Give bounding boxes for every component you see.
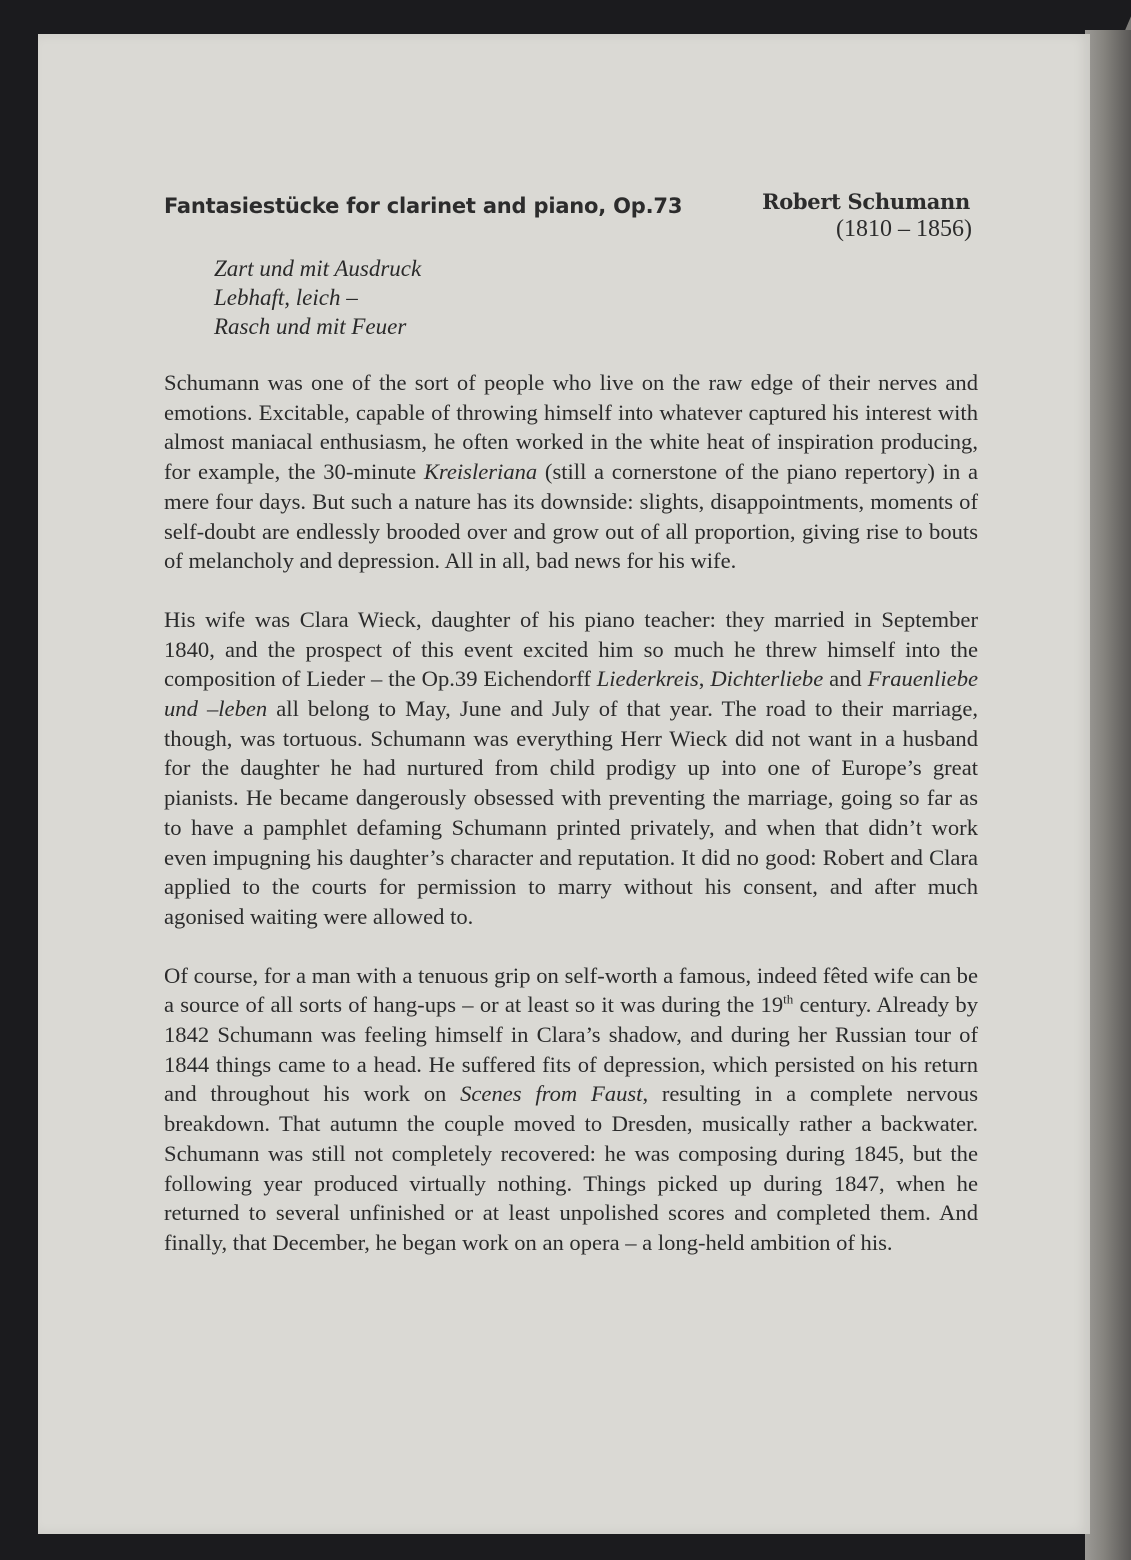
page	[38, 34, 1090, 1534]
composer-name: Robert Schumann	[762, 189, 970, 214]
movement-item: Zart und mit Ausdruck	[214, 256, 422, 281]
piece-title: Fantasiestücke for clarinet and piano, Op.73	[164, 194, 683, 218]
work-title: Kreisleriana	[423, 459, 538, 485]
text-run: , resulting in a complete nervous breakdown. That autumn the couple moved to Dresden, musically rather a backwater. Schumann was still not completely recovered: he was composing during 1845, but the following year produced virtually nothing. Things picked up during 1847, when he returned to several unfinished or at least unpolished scores and completed them. And finally, that December, he began work on an opera – a long-held ambition of his.	[164, 1081, 979, 1255]
composer-dates: (1810 – 1856)	[836, 216, 972, 242]
work-title: Liederkreis	[596, 666, 699, 692]
movement-item: Rasch und mit Feuer	[214, 314, 407, 339]
body-text	[164, 368, 978, 1258]
text-run: Schumann was one of the sort of people who live on the raw edge of their nerves and emotions. Excitable, capable of throwing himself into whatever captured his interest with almost maniacal enthusiasm, he often worked in the white heat of inspiration producing, for example, the 30-minute	[164, 370, 978, 485]
work-title: Frauenliebe und –leben	[164, 666, 979, 722]
superscript: th	[783, 991, 794, 1007]
paragraph-2	[164, 605, 978, 932]
text-run: century. Already by 1842 Schumann was feeling himself in Clara’s shadow, and during her Russian tour of 1844 things came to a head. He suffered fits of depression, which persisted on his return and throughout his work on	[164, 992, 978, 1107]
text-run: His wife was Clara Wieck, daughter of his piano teacher: they married in September 1840, and the prospect of this event excited him so much he threw himself into the composition of Lieder – the Op.39 Eichendorff	[164, 606, 978, 692]
text-run: (still a cornerstone of the piano repertory) in a mere four days. But such a nature has its downside: slights, disappointments, moments of self-doubt are endlessly brooded over and grow out of all proportion, giving rise to bouts of melancholy and depression. All in all, bad news for his wife.	[164, 459, 978, 574]
text-run: all belong to May, June and July of that year. The road to their marriage, though, was tortuous. Schumann was everything Herr Wieck did not want in a husband for the daughter he had nurtured from child prodigy up into one of Europe’s great pianists. He became dangerously obsessed with preventing the marriage, going so far as to have a pamphlet defaming Schumann printed privately, and when that didn’t work even impugning his daughter’s character and reputation. It did no good: Robert and Clara applied to the courts for permission to marry without his consent, and after much agonised waiting were allowed to.	[164, 696, 979, 929]
work-title: Dichterliebe	[710, 666, 824, 692]
work-title: Scenes from Faust	[460, 1081, 643, 1107]
paragraph-3	[164, 961, 978, 1258]
text-run: and	[823, 666, 868, 692]
movement-list	[214, 254, 421, 341]
paragraph-1	[164, 368, 978, 576]
text-run: ,	[698, 666, 711, 692]
composer-block	[762, 189, 970, 243]
movement-item: Lebhaft, leich –	[214, 285, 358, 310]
text-run: Of course, for a man with a tenuous grip on self-worth a famous, indeed fêted wife can be a source of all sorts of hang-ups – or at least so it was during the 19	[164, 962, 978, 1018]
page-shadow	[1085, 30, 1131, 1560]
